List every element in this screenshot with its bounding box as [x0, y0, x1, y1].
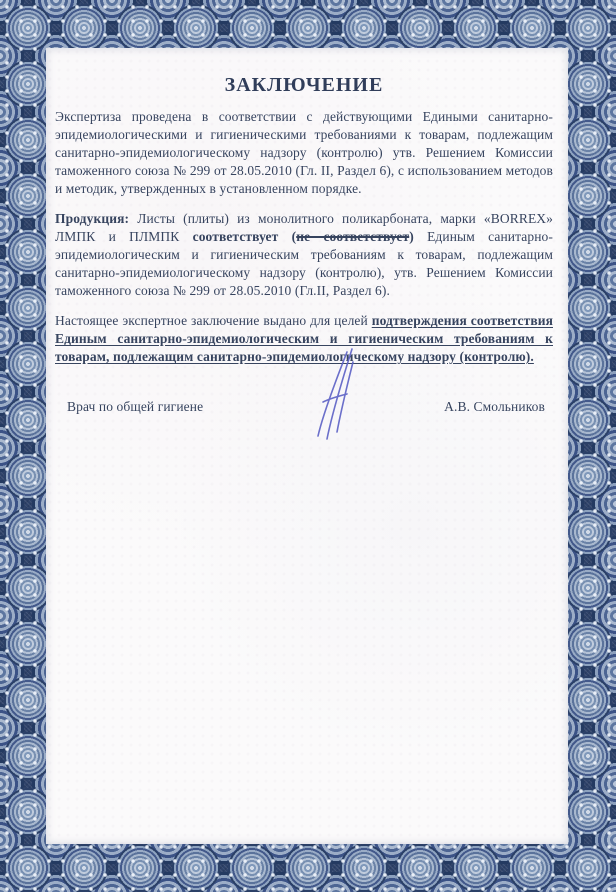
product-paren-close: ) — [409, 229, 414, 244]
signer-name: А.В. Смольников — [444, 399, 545, 414]
product-not-conforms-struck: не соответствует — [296, 229, 410, 244]
paragraph-purpose — [55, 312, 553, 366]
product-text-1: Листы (плиты) из монолитного поликарбоната, марки «BORREX» ЛМПК и ПЛМПК — [55, 211, 553, 244]
product-label: Продукция: — [55, 211, 130, 226]
purpose-underlined: подтверждения соответствия Единым санитарно-эпидемиологическим и гигиеническим требованиям к товарам, подлежащим санитарно-эпидемиологическому надзору (контролю). — [55, 313, 553, 364]
signature-row — [55, 398, 553, 416]
page-title: ЗАКЛЮЧЕНИЕ — [224, 74, 384, 96]
certificate-paper — [46, 48, 568, 844]
purpose-text: Настоящее экспертное заключение выдано для целей — [55, 313, 372, 328]
paragraph-product — [55, 210, 553, 300]
product-paren-open: ( — [291, 229, 297, 244]
signer-role: Врач по общей гигиене — [67, 399, 204, 414]
product-conforms: соответствует — [192, 229, 292, 244]
certificate-content — [46, 48, 568, 416]
paragraph-expertise: Экспертиза проведена в соответствии с действующими Едиными санитарно-эпидемиологическими и гигиеническими требованиями к товарам, подлежащим санитарно-эпидемиологическому надзору (контролю) утв. Решением Комиссии таможенного союза № 299 от 28.05.2010 (Гл. II, Раздел 6), с использованием методов и методик, утвержденных в установленном порядке. — [55, 109, 553, 196]
product-text-2: Единым санитарно-эпидемиологическим и гигиеническим требованиям к товарам, подлежащим санитарно-эпидемиологическому надзору (контролю), утв. Решением Комиссии таможенного союза № 299 от 28.05.2010 (Гл.II, Раздел 6). — [55, 229, 553, 298]
